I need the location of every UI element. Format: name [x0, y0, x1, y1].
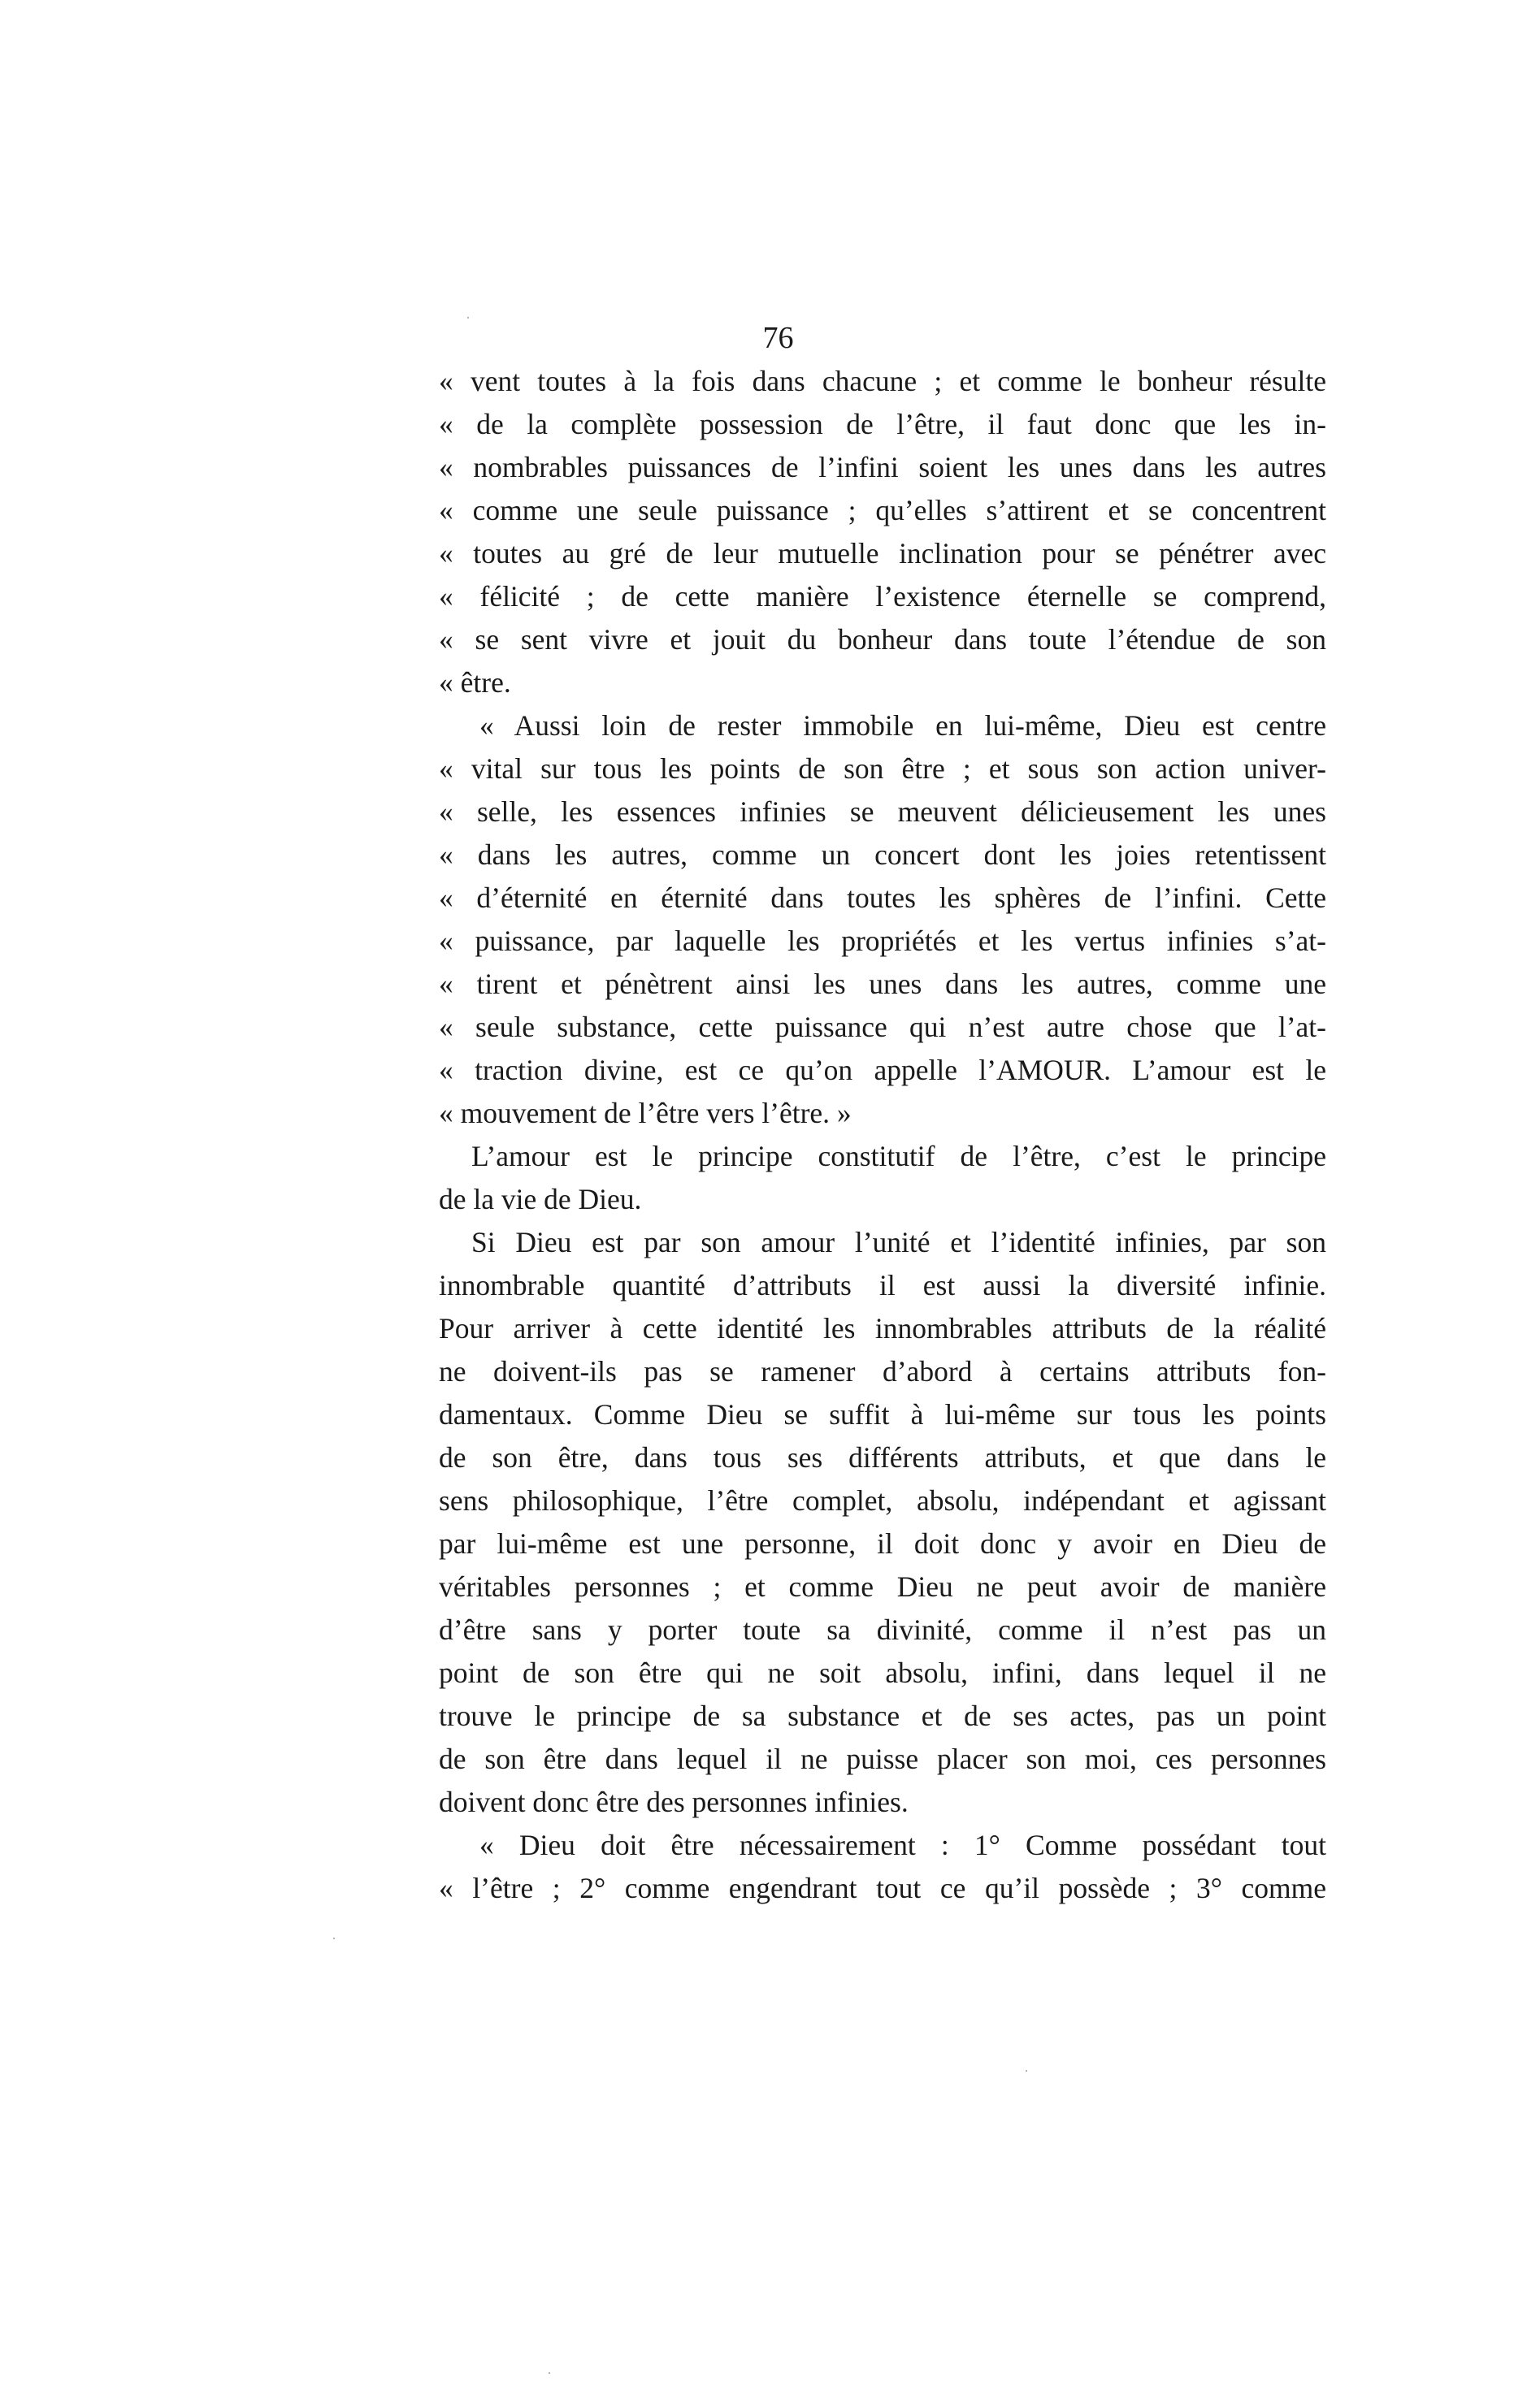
text-line: « toutes au gré de leur mutuelle inclination pour se pénétrer avec — [439, 537, 1326, 570]
text-line: point de son être qui ne soit absolu, infini, dans lequel il ne — [439, 1657, 1326, 1689]
scan-speck — [333, 1938, 335, 1939]
text-line: « vent toutes à la fois dans chacune ; et comme le bonheur résulte — [439, 365, 1326, 397]
text-line: « l’être ; 2° comme engendrant tout ce qu’il possède ; 3° comme — [439, 1872, 1326, 1904]
text-line: « comme une seule puissance ; qu’elles s’attirent et se concentrent — [439, 494, 1326, 526]
text-line: « félicité ; de cette manière l’existence éternelle se comprend, — [439, 580, 1326, 613]
text-line: « mouvement de l’être vers l’être. » — [439, 1097, 852, 1129]
text-line: « vital sur tous les points de son être ; et sous son action univer- — [439, 752, 1326, 785]
text-line: L’amour est le principe constitutif de l’être, c’est le principe — [471, 1140, 1326, 1172]
text-line: « seule substance, cette puissance qui n’est autre chose que l’at- — [439, 1011, 1326, 1043]
scan-speck — [467, 317, 469, 318]
text-line: damentaux. Comme Dieu se suffit à lui-même sur tous les points — [439, 1398, 1326, 1431]
text-line: « nombrables puissances de l’infini soient les unes dans les autres — [439, 451, 1326, 483]
text-line: « tirent et pénètrent ainsi les unes dans les autres, comme une — [439, 968, 1326, 1000]
text-line: trouve le principe de sa substance et de ses actes, pas un point — [439, 1700, 1326, 1732]
text-line: sens philosophique, l’être complet, absolu, indépendant et agissant — [439, 1484, 1326, 1517]
text-line: innombrable quantité d’attributs il est aussi la diversité infinie. — [439, 1269, 1326, 1301]
text-line: « être. — [439, 666, 511, 699]
page-number: 76 — [762, 321, 794, 355]
scan-speck — [1026, 2070, 1027, 2072]
text-line: Si Dieu est par son amour l’unité et l’identité infinies, par son — [471, 1226, 1326, 1258]
text-line: de la vie de Dieu. — [439, 1183, 642, 1215]
text-line: « Dieu doit être nécessairement : 1° Comme possédant tout — [479, 1829, 1326, 1861]
text-line: par lui-même est une personne, il doit donc y avoir en Dieu de — [439, 1527, 1326, 1560]
text-line: véritables personnes ; et comme Dieu ne peut avoir de manière — [439, 1570, 1326, 1603]
text-line: « dans les autres, comme un concert dont les joies retentissent — [439, 838, 1326, 871]
text-line: « se sent vivre et jouit du bonheur dans toute l’étendue de son — [439, 623, 1326, 656]
text-line: doivent donc être des personnes infinies. — [439, 1786, 909, 1818]
body-text — [439, 360, 1326, 1910]
text-line: « traction divine, est ce qu’on appelle l’AMOUR. L’amour est le — [439, 1054, 1326, 1086]
text-line: de son être dans lequel il ne puisse placer son moi, ces personnes — [439, 1743, 1326, 1775]
text-line: Pour arriver à cette identité les innombrables attributs de la réalité — [439, 1312, 1326, 1345]
text-line: « d’éternité en éternité dans toutes les sphères de l’infini. Cette — [439, 881, 1326, 914]
text-line: d’être sans y porter toute sa divinité, comme il n’est pas un — [439, 1613, 1326, 1646]
text-line: « Aussi loin de rester immobile en lui-même, Dieu est centre — [479, 709, 1326, 742]
scan-speck — [549, 2372, 550, 2374]
text-line: « de la complète possession de l’être, il faut donc que les in- — [439, 408, 1326, 440]
text-line: ne doivent-ils pas se ramener d’abord à certains attributs fon- — [439, 1355, 1326, 1388]
text-line: « puissance, par laquelle les propriétés et les vertus infinies s’at- — [439, 925, 1326, 957]
text-line: de son être, dans tous ses différents attributs, et que dans le — [439, 1441, 1326, 1474]
text-line: « selle, les essences infinies se meuvent délicieusement les unes — [439, 795, 1326, 828]
